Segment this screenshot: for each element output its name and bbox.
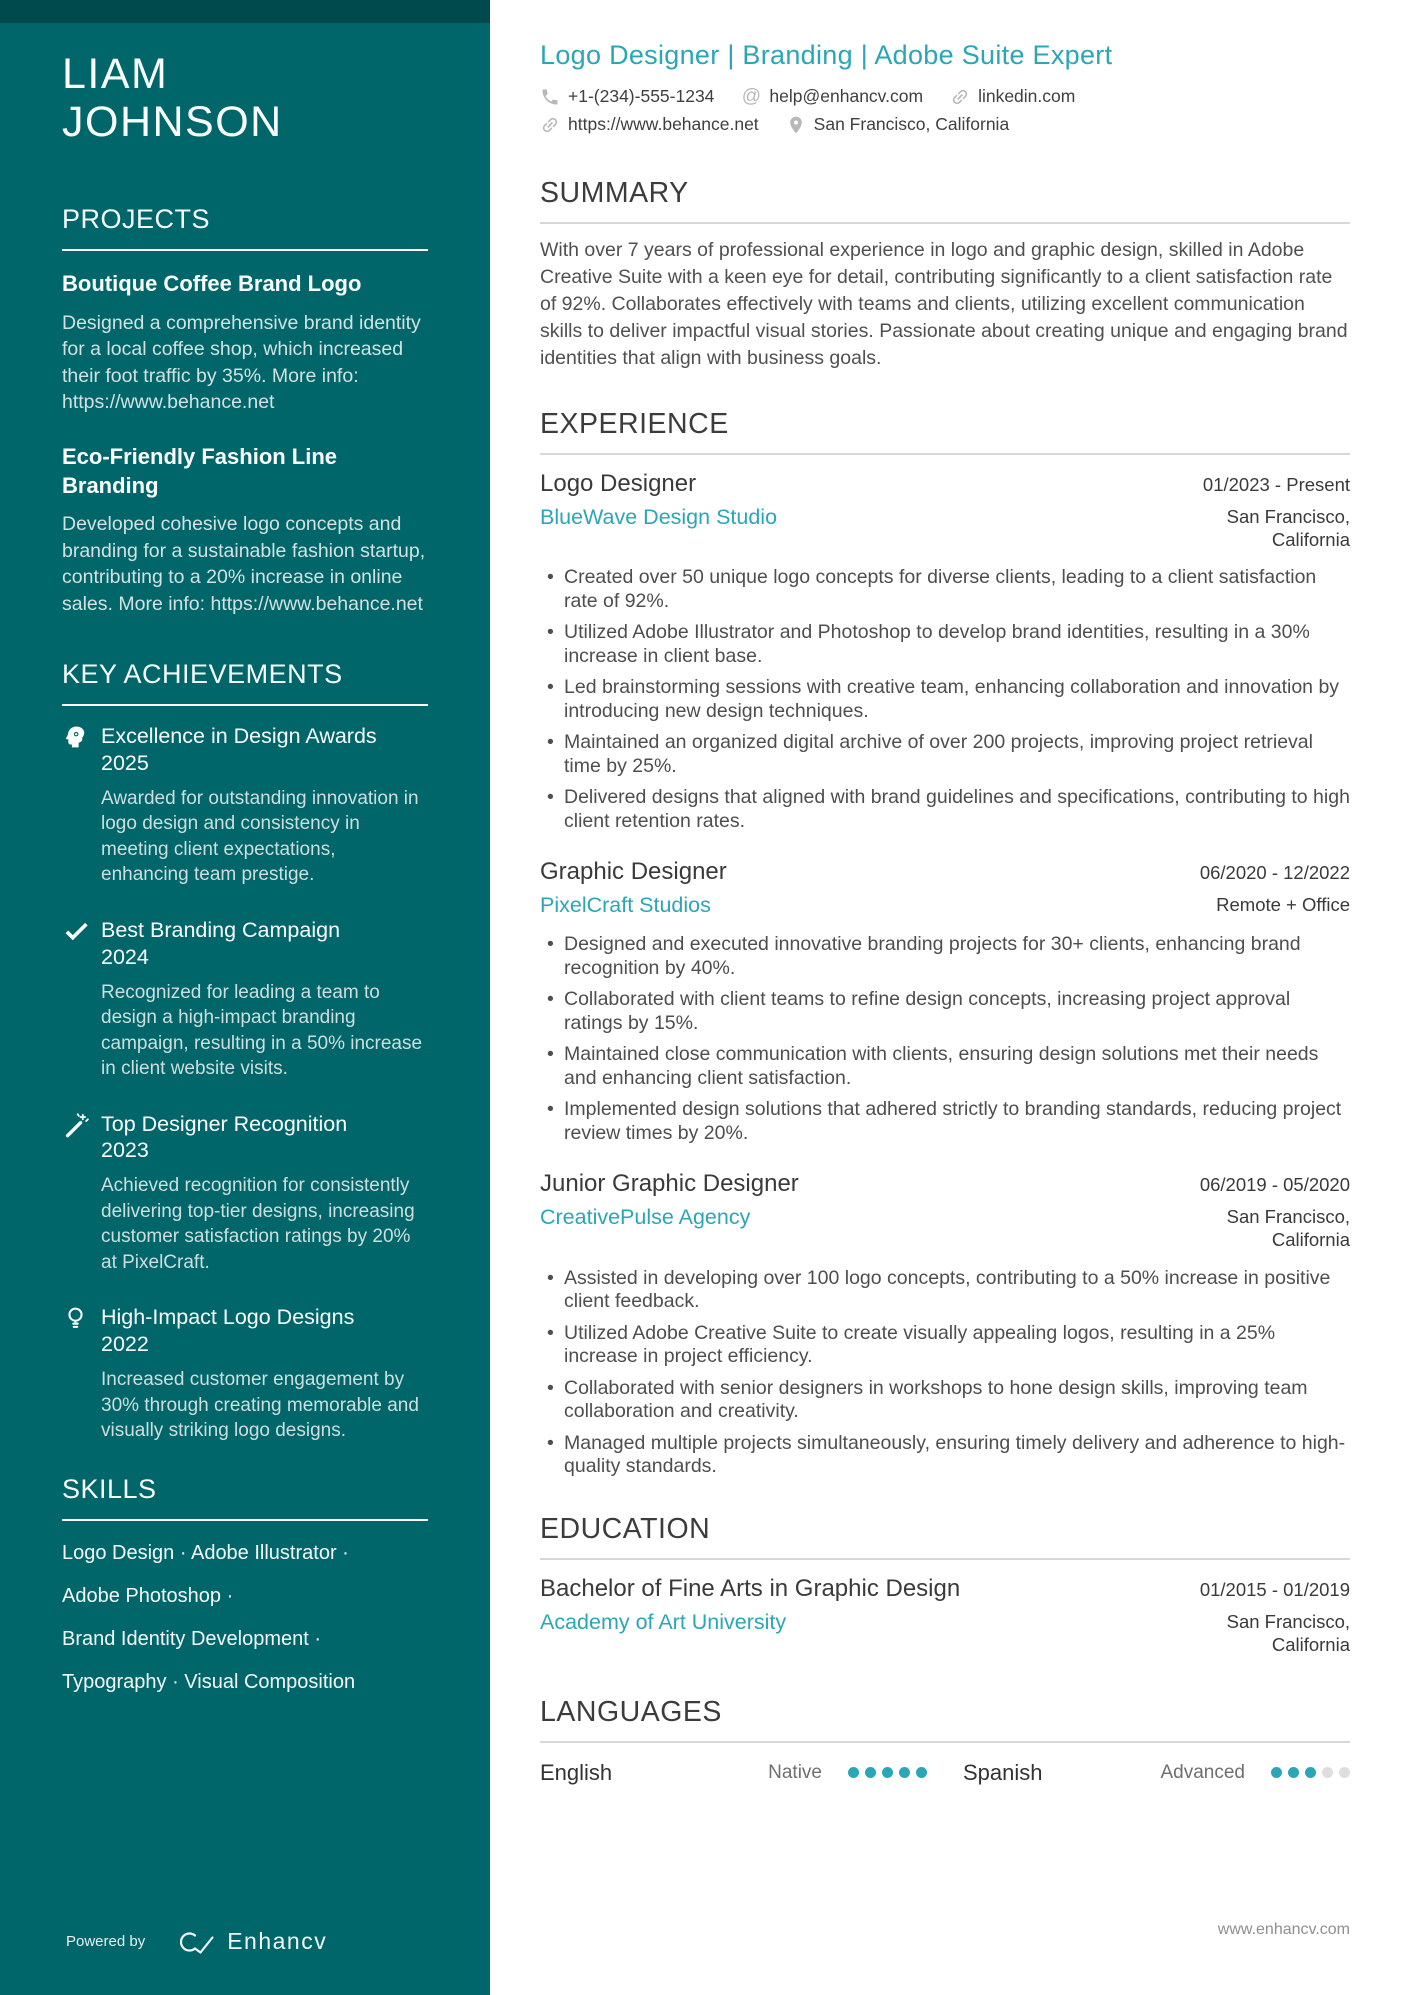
portfolio-url[interactable]: https://www.behance.net (568, 114, 759, 134)
level-dot (848, 1767, 859, 1778)
project-title: Boutique Coffee Brand Logo (62, 271, 362, 297)
school-name[interactable]: Academy of Art University (540, 1609, 787, 1634)
link-icon (540, 115, 560, 135)
phone-number: +1-(234)-555-1234 (568, 86, 715, 106)
enhancv-logo-icon[interactable] (171, 1929, 217, 1955)
project-description: Developed cohesive logo concepts and branding for a sustainable fashion startup, contributing to a 20% increase in online sales. More info: https://www.behance.net (62, 513, 426, 615)
resume-headline: Logo Designer | Branding | Adobe Suite Expert (540, 40, 1113, 70)
contact-row (540, 114, 1350, 135)
summary-text: With over 7 years of professional experience in logo and graphic design, skilled in Adobe Creative Suite with a keen eye for detail, contributing significantly to a client satisfaction rate of 92%. Collaborates effectively with teams and clients, utilizing excellent communication skills to deliver impactful visual stories. Passionate about creating unique and engaging brand identities that align with business goals. (540, 239, 1348, 369)
languages-section (540, 1696, 1350, 1786)
language-item (963, 1760, 1350, 1786)
project-description: Designed a comprehensive brand identity for a local coffee shop, which increased their foot traffic by 35%. More info: https://www.behance.net (62, 311, 421, 414)
job-bullet: • Maintained an organized digital archive of over 200 projects, improving project retrieval time by 25%. (564, 731, 1350, 778)
job-company[interactable]: CreativePulse Agency (540, 1205, 751, 1230)
achievement-title-text: Top Designer Recognition (101, 1111, 348, 1136)
level-dot (1288, 1767, 1299, 1778)
education-subhead (540, 1610, 1350, 1656)
project-item (62, 270, 428, 416)
contact-row (540, 86, 1350, 107)
enhancv-website-link[interactable]: www.enhancv.com (1217, 1921, 1350, 1938)
job-bullet: • Collaborated with client teams to refine design concepts, increasing project approval ratings by 15%. (564, 988, 1350, 1035)
job-subhead (540, 893, 1350, 918)
enhancv-wordmark[interactable]: Enhancv (227, 1928, 328, 1954)
job-title: Junior Graphic Designer (540, 1170, 799, 1198)
job-location: San Francisco, California (1226, 1206, 1350, 1251)
job-bullet: • Managed multiple projects simultaneously, ensuring timely delivery and adherence to high-quality standards. (564, 1432, 1350, 1479)
link-icon (950, 87, 970, 107)
language-level: Native (768, 1761, 822, 1783)
job-bullet: • Collaborated with senior designers in workshops to hone design skills, improving team collaboration and creativity. (564, 1377, 1350, 1424)
education-heading: EDUCATION (540, 1513, 1350, 1560)
job-bullets (540, 933, 1350, 1145)
level-dot (1339, 1767, 1350, 1778)
job-entry (540, 470, 1350, 833)
email-contact[interactable] (741, 86, 923, 107)
education-head (540, 1575, 1350, 1603)
education-dates: 01/2015 - 01/2019 (1199, 1578, 1350, 1600)
powered-by-label: Powered by (66, 1933, 146, 1950)
job-bullet: • Assisted in developing over 100 logo concepts, contributing to a 50% increase in positive client feedback. (564, 1267, 1350, 1314)
achievement-item (62, 723, 428, 888)
skills-heading: SKILLS (62, 1474, 428, 1521)
project-item (62, 443, 428, 617)
candidate-last-name: JOHNSON (62, 98, 283, 147)
achievement-title (101, 723, 428, 777)
candidate-first-name: LIAM (62, 50, 169, 98)
languages-heading: LANGUAGES (540, 1696, 1350, 1743)
language-level-dots (848, 1767, 927, 1778)
achievement-year: 2025 (101, 750, 149, 775)
job-subhead (540, 1205, 1350, 1251)
phone-icon (540, 87, 560, 107)
job-head (540, 1170, 1350, 1198)
achievement-item (62, 1304, 428, 1443)
language-level: Advanced (1160, 1761, 1245, 1783)
achievement-title-text: High-Impact Logo Designs (101, 1305, 355, 1330)
project-title: Eco-Friendly Fashion Line Branding (62, 443, 338, 498)
level-dot (1271, 1767, 1282, 1778)
level-dot (882, 1767, 893, 1778)
job-company[interactable]: BlueWave Design Studio (540, 505, 778, 529)
email-address[interactable]: help@enhancv.com (769, 86, 924, 106)
skill-row: Logo Design · Adobe Illustrator · (62, 1541, 349, 1564)
achievement-title (101, 1304, 428, 1358)
job-bullets (540, 566, 1350, 833)
job-entry (540, 858, 1350, 1145)
location-contact (786, 114, 1010, 135)
job-bullet: • Utilized Adobe Illustrator and Photoshop to develop brand identities, resulting in a 30% increase in client base. (564, 621, 1350, 668)
language-name: English (540, 1759, 613, 1785)
job-bullet: • Designed and executed innovative branding projects for 30+ clients, enhancing brand recognition by 40%. (564, 933, 1350, 980)
achievement-description: Awarded for outstanding innovation in logo design and consistency in meeting client expectations, enhancing team prestige. (101, 787, 419, 886)
achievement-body (101, 723, 428, 888)
achievement-description: Achieved recognition for consistently delivering top-tier designs, increasing customer satisfaction ratings by 20% at PixelCraft. (101, 1175, 415, 1273)
level-dot (1305, 1767, 1316, 1778)
level-dot (899, 1767, 910, 1778)
job-dates: 06/2020 - 12/2022 (1199, 862, 1350, 884)
mind-icon (62, 724, 89, 751)
job-bullet: • Utilized Adobe Creative Suite to create visually appealing logos, resulting in a 25% increase in project efficiency. (564, 1322, 1350, 1369)
job-bullet: • Maintained close communication with clients, ensuring design solutions met their needs and enhancing client satisfaction. (564, 1043, 1350, 1090)
location-icon (786, 115, 806, 135)
achievement-year: 2024 (101, 944, 149, 969)
location-text: San Francisco, California (813, 114, 1010, 134)
degree-title: Bachelor of Fine Arts in Graphic Design (540, 1574, 961, 1602)
projects-heading: PROJECTS (62, 204, 428, 251)
achievements-list (62, 723, 428, 1444)
achievement-title-text: Best Branding Campaign (101, 917, 341, 942)
website-contact[interactable] (540, 114, 759, 135)
skill-row: Brand Identity Development · (62, 1627, 322, 1650)
job-bullet: • Delivered designs that aligned with brand guidelines and specifications, contributing to high client retention rates. (564, 786, 1350, 833)
achievement-title (101, 917, 428, 971)
phone-contact (540, 86, 714, 107)
job-location: Remote + Office (1216, 894, 1350, 916)
contact-info (540, 86, 1350, 135)
achievement-body (101, 1304, 428, 1443)
experience-heading: EXPERIENCE (540, 408, 1350, 455)
bulb-icon (62, 1305, 89, 1332)
level-dot (865, 1767, 876, 1778)
sidebar (0, 0, 490, 1995)
main-content (490, 0, 1410, 1995)
projects-section (62, 204, 428, 617)
achievement-description: Recognized for leading a team to design a high-impact branding campaign, resulting in a 50% increase in client website visits. (101, 981, 423, 1080)
language-level-dots (1271, 1767, 1350, 1778)
job-head (540, 858, 1350, 886)
achievement-body (101, 1111, 428, 1276)
language-name: Spanish (963, 1759, 1043, 1785)
summary-section (540, 177, 1350, 372)
job-bullet: • Led brainstorming sessions with creative team, enhancing collaboration and innovation by introducing new design techniques. (564, 676, 1350, 723)
skill-row: Adobe Photoshop · (62, 1584, 234, 1607)
job-location: San Francisco, California (1226, 506, 1350, 551)
job-company[interactable]: PixelCraft Studios (540, 893, 711, 918)
achievement-year: 2023 (101, 1138, 149, 1163)
job-bullet: • Implemented design solutions that adhered strictly to branding standards, reducing project review times by 20%. (564, 1098, 1350, 1145)
experience-section (540, 408, 1350, 1479)
education-entry (540, 1575, 1350, 1656)
skills-section (62, 1474, 428, 1693)
candidate-name (62, 50, 428, 146)
language-item (540, 1760, 927, 1786)
job-bullets (540, 1267, 1350, 1479)
achievement-title-text: Excellence in Design Awards (101, 724, 377, 749)
summary-heading: SUMMARY (540, 177, 1350, 224)
linkedin-url[interactable]: linkedin.com (978, 86, 1076, 106)
achievement-title (101, 1111, 428, 1165)
job-dates: 06/2019 - 05/2020 (1199, 1174, 1350, 1196)
sidebar-top-accent-bar (0, 0, 490, 23)
education-section (540, 1513, 1350, 1656)
achievements-heading: KEY ACHIEVEMENTS (62, 659, 428, 706)
achievement-item (62, 917, 428, 1082)
linkedin-contact[interactable] (950, 86, 1075, 107)
achievement-body (101, 917, 428, 1082)
job-title: Logo Designer (540, 470, 697, 497)
job-dates: 01/2023 - Present (1202, 474, 1350, 495)
job-subhead (540, 505, 1350, 551)
level-dot (1322, 1767, 1333, 1778)
languages-grid (540, 1760, 1350, 1786)
powered-by-footer (66, 1928, 327, 1955)
check-icon (62, 918, 89, 945)
level-dot (916, 1767, 927, 1778)
job-entry (540, 1170, 1350, 1478)
achievement-item (62, 1111, 428, 1276)
job-title: Graphic Designer (540, 858, 727, 886)
at-icon: @ (741, 85, 762, 107)
wand-icon (62, 1112, 89, 1139)
job-bullet: • Created over 50 unique logo concepts for diverse clients, leading to a client satisfaction rate of 92%. (564, 566, 1350, 613)
achievement-description: Increased customer engagement by 30% through creating memorable and visually striking logo designs. (101, 1369, 419, 1442)
education-location: San Francisco, California (1226, 1610, 1350, 1655)
achievements-section (62, 659, 428, 1444)
skill-row: Typography · Visual Composition (62, 1670, 356, 1693)
job-head (540, 470, 1350, 498)
achievement-year: 2022 (101, 1332, 149, 1357)
